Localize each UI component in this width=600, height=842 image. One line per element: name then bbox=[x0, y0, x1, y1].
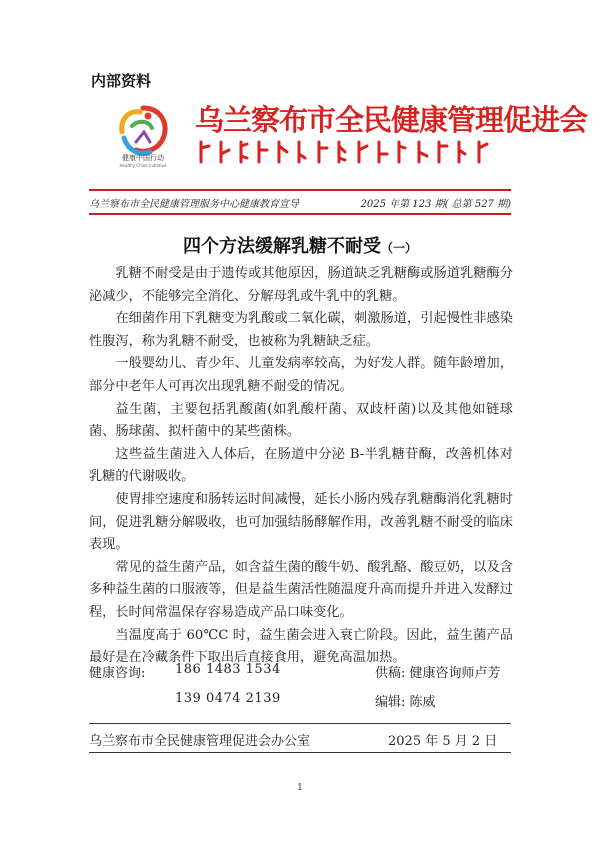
footer-rule-bottom bbox=[89, 752, 511, 753]
article-body bbox=[89, 263, 513, 670]
article-title-suffix: （一） bbox=[380, 241, 417, 255]
paragraph: 这些益生菌进入人体后，在肠道中分泌 B-半乳糖苷酶，改善机体对乳糖的代谢吸收。 bbox=[89, 446, 513, 485]
mongolian-script-title-icon bbox=[195, 138, 495, 166]
footer-rule-top bbox=[89, 723, 511, 724]
publisher-text: 乌兰察布市全民健康管理服务中心健康教育宣导 bbox=[89, 199, 299, 210]
header-rule-lower bbox=[89, 213, 511, 215]
paragraph: 当温度高于 60℃C 时，益生菌会进入衰亡阶段。因此，益生菌产品最好是在冷藏条件下取出后直接食用，避免高温加热。 bbox=[89, 627, 513, 666]
internal-material-label: 内部资料 bbox=[91, 72, 152, 90]
article-title-main: 四个方法缓解乳糖不耐受 bbox=[182, 236, 381, 257]
logo-caption: 健康中国行动 bbox=[122, 154, 164, 162]
contact-phone-1: 186 1483 1534 bbox=[175, 662, 281, 677]
paragraph: 使胃排空速度和肠转运时间减慢，延长小肠内残存乳糖酶消化乳糖时间，促进乳糖分解吸收，也可加强结肠酵解作用，改善乳糖不耐受的临床表现。 bbox=[89, 491, 513, 553]
article-title bbox=[0, 232, 600, 258]
office-name: 乌兰察布市全民健康管理促进会办公室 bbox=[89, 734, 311, 749]
paragraph: 一般婴幼儿、青少年、儿童发病率较高，为好发人群。随年龄增加，部分中老年人可再次出现乳糖不耐受的情况。 bbox=[89, 356, 513, 394]
paragraph: 在细菌作用下乳糖变为乳酸或二氧化碳，刺激肠道，引起慢性非感染性腹泻，称为乳糖不耐受，也被称为乳糖缺乏症。 bbox=[89, 311, 513, 349]
paragraph: 常见的益生菌产品，如含益生菌的酸牛奶、酸乳酪、酸豆奶，以及含多种益生菌的口服液等，但是益生菌活性随温度升高而提升并进入发酵过程，长时间常温保存容易造成产品口味变化。 bbox=[89, 559, 513, 620]
page-number: 1 bbox=[297, 783, 303, 793]
logo-subcaption: Healthy China Initiative bbox=[119, 163, 167, 168]
issue-number: 2025 年第 123 期( 总第 527 期) bbox=[360, 199, 511, 210]
paragraph: 益生菌，主要包括乳酸菌(如乳酸杆菌、双歧杆菌)以及其他如链球菌、肠球菌、拟杆菌中的某些菌株。 bbox=[89, 401, 513, 440]
issue-line bbox=[89, 195, 511, 210]
contact-phone-2: 139 0474 2139 bbox=[175, 691, 281, 706]
issue-date: 2025 年 5 月 2 日 bbox=[388, 734, 498, 749]
org-title: 乌兰察布市全民健康管理促进会 bbox=[195, 103, 588, 137]
header-rule bbox=[89, 189, 511, 191]
editor-credit: 编辑: 陈威 bbox=[375, 695, 436, 710]
supplier-credit: 供稿: 健康咨询师卢芳 bbox=[375, 666, 501, 681]
paragraph: 乳糖不耐受是由于遗传或其他原因，肠道缺乏乳糖酶或肠道乳糖酶分泌减少，不能够完全消化、分解母乳或牛乳中的乳糖。 bbox=[89, 266, 513, 304]
contact-label: 健康咨询: bbox=[89, 666, 146, 681]
